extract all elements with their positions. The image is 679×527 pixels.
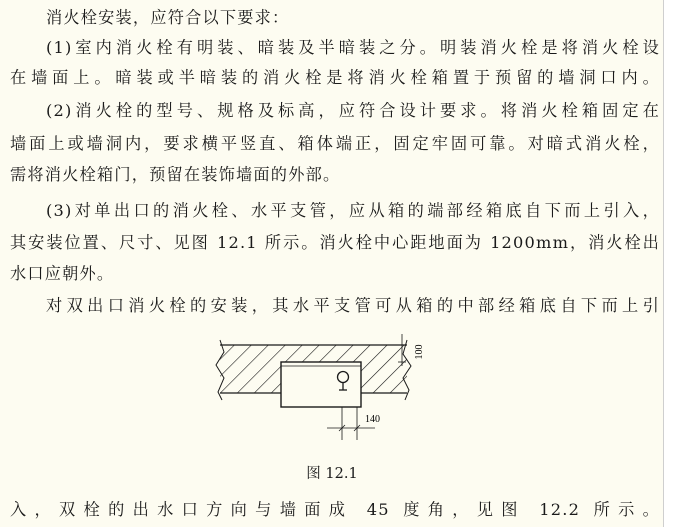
paragraph-intro: 消火栓安装，应符合以下要求：	[46, 8, 290, 27]
page-edge	[663, 0, 679, 527]
dimension-bottom-label: 140	[365, 414, 380, 425]
paragraph-2-line-1: (2)消火栓的型号、规格及标高，应符合设计要求。将消火栓箱固定在	[46, 101, 660, 120]
figure-caption: 图 12.1	[306, 466, 358, 482]
paragraph-3-line-1: (3)对单出口的消火栓、水平支管，应从箱的端部经箱底自下而上引入，	[46, 201, 660, 220]
figure-12-1-diagram	[215, 330, 445, 442]
paragraph-2-line-3: 需将消火栓箱门，预留在装饰墙面的外部。	[10, 165, 341, 184]
paragraph-2-line-2: 墙面上或墙洞内，要求横平竖直、箱体端正，固定牢固可靠。对暗式消火栓，	[10, 134, 660, 153]
paragraph-4-line-1: 对双出口消火栓的安装，其水平支管可从箱的中部经箱底自下而上引	[46, 296, 660, 315]
paragraph-1-line-1: (1)室内消火栓有明装、暗装及半暗装之分。明装消火栓是将消火栓设	[46, 38, 660, 57]
dimension-top	[398, 334, 425, 366]
dimension-bottom	[327, 407, 380, 440]
paragraph-3-line-2: 其安装位置、尺寸、见图 12.1 所示。消火栓中心距地面为 1200mm，消火栓出	[10, 233, 660, 252]
dimension-top-label: 100	[414, 344, 425, 360]
paragraph-3-line-3: 水口应朝外。	[10, 264, 115, 283]
paragraph-4-line-2: 入，双栓的出水口方向与墙面成 45 度角，见图 12.2 所示。	[10, 500, 660, 519]
hydrant-box	[281, 362, 361, 407]
paragraph-1-line-2: 在墙面上。暗装或半暗装的消火栓是将消火栓箱置于预留的墙洞口内。	[10, 68, 660, 87]
